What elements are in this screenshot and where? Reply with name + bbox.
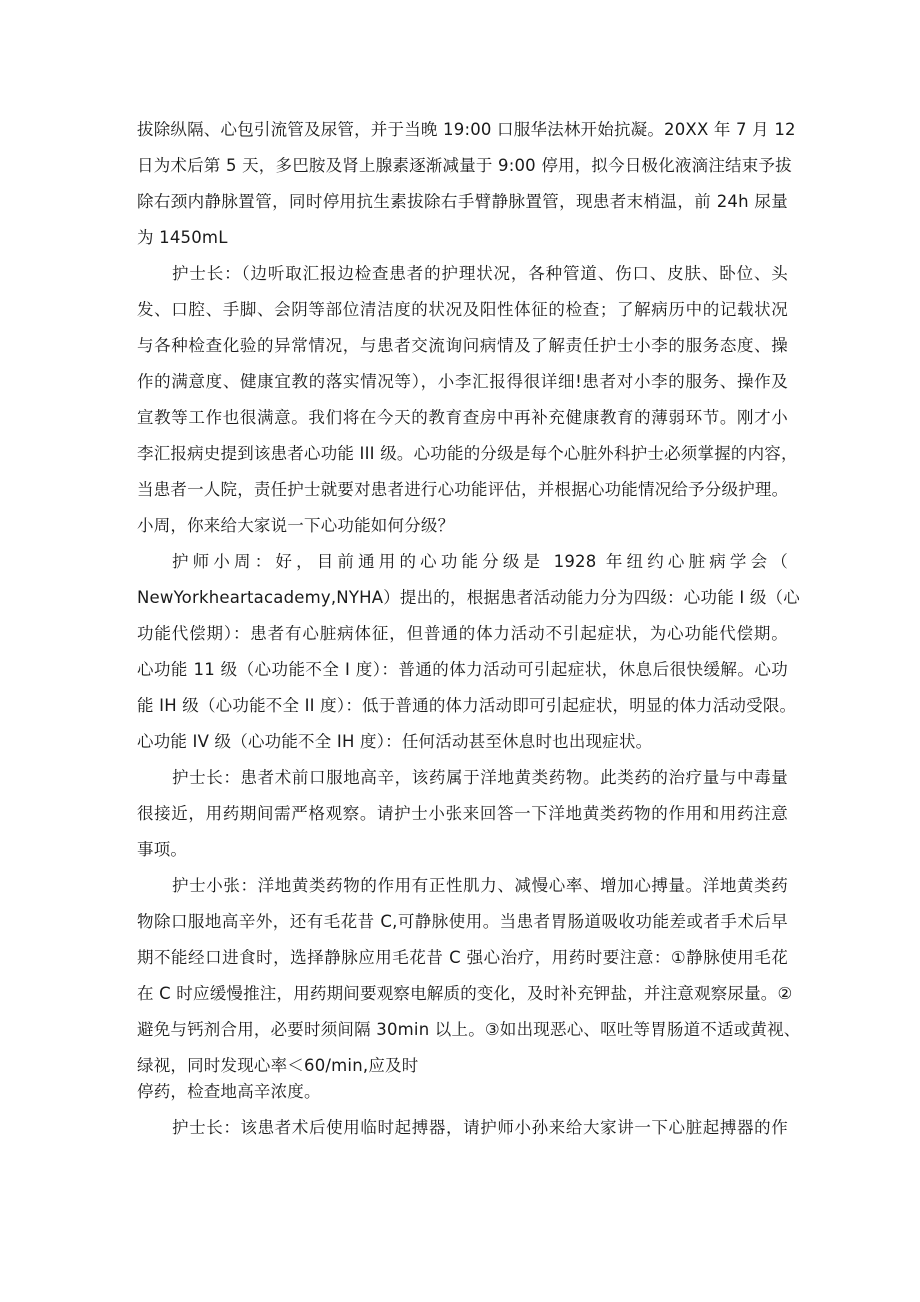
paragraph-line: 物除口服地高辛外，还有毛花昔 C,可静脉使用。当患者胃肠道吸收功能差或者手术后早 <box>137 912 788 931</box>
paragraph-line: 宣教等工作也很满意。我们将在今天的教育查房中再补充健康教育的薄弱环节。刚才小 <box>137 408 788 427</box>
paragraph-line: 日为术后第 5 天，多巴胺及肾上腺素逐渐减量于 9:00 停用，拟今日极化液滴注结束予拔 <box>137 156 792 175</box>
paragraph-line: 护士长：（边听取汇报边检查患者的护理状况，各种管道、伤口、皮肤、卧位、头 <box>172 264 788 283</box>
paragraph-line: 心功能 11 级（心功能不全 I 度）：普通的体力活动可引起症状，休息后很快缓解。心功 <box>137 660 788 679</box>
paragraph-line: 停药，检查地高辛浓度。 <box>137 1082 321 1101</box>
paragraph-line: 拔除纵隔、心包引流管及尿管，并于当晚 19:00 口服华法林开始抗凝。20XX 年 7 月 12 <box>137 120 796 139</box>
paragraph-line: NewYorkheartacademy,NYHA）提出的，根据患者活动能力分为四级：心功能 I 级（心 <box>137 588 800 607</box>
paragraph-line: 发、口腔、手脚、会阴等部位清洁度的状况及阳性体征的检查；了解病历中的记载状况 <box>137 300 788 319</box>
paragraph-line: 避免与钙剂合用，必要时须间隔 30min 以上。③如出现恶心、呕吐等胃肠道不适或黄视、 <box>137 1020 801 1039</box>
paragraph-line: 护师小周：好，目前通用的心功能分级是 1928 年纽约心脏病学会（ <box>172 552 788 571</box>
paragraph-line: 与各种检查化验的异常情况，与患者交流询问病情及了解责任护士小李的服务态度、操 <box>137 336 788 355</box>
paragraph-line: 护士长：患者术前口服地高辛，该药属于洋地黄类药物。此类药的治疗量与中毒量 <box>172 768 788 787</box>
paragraph-line: 期不能经口进食时，选择静脉应用毛花昔 C 强心治疗，用药时要注意：①静脉使用毛花 <box>137 948 788 967</box>
paragraph-line: 小周，你来给大家说一下心功能如何分级？ <box>137 516 455 535</box>
paragraph-line: 李汇报病史提到该患者心功能 III 级。心功能的分级是每个心脏外科护士必须掌握的内容， <box>137 444 798 463</box>
paragraph-line: 绿视，同时发现心率＜60/min,应及时 <box>137 1056 419 1075</box>
paragraph-line: 功能代偿期）：患者有心脏病体征，但普通的体力活动不引起症状，为心功能代偿期。 <box>137 624 788 643</box>
paragraph-line: 为 1450mL <box>137 228 228 247</box>
paragraph-line: 除右颈内静脉置管，同时停用抗生素拔除右手臂静脉置管，现患者末梢温，前 24h 尿量 <box>137 192 788 211</box>
paragraph-line: 护士小张：洋地黄类药物的作用有正性肌力、减慢心率、增加心搏量。洋地黄类药 <box>172 876 788 895</box>
paragraph-line: 心功能 IV 级（心功能不全 IH 度）：任何活动甚至休息时也出现症状。 <box>137 732 653 751</box>
paragraph-line: 能 IH 级（心功能不全 II 度）：低于普通的体力活动即可引起症状，明显的体力活动受限。 <box>137 696 797 715</box>
paragraph-line: 很接近，用药期间需严格观察。请护士小张来回答一下洋地黄类药物的作用和用药注意 <box>137 804 788 823</box>
paragraph-line: 事项。 <box>137 840 188 859</box>
paragraph-line: 护士长：该患者术后使用临时起搏器，请护师小孙来给大家讲一下心脏起搏器的作 <box>172 1118 788 1137</box>
paragraph-line: 作的满意度、健康宜教的落实情况等），小李汇报得很详细!患者对小李的服务、操作及 <box>137 372 788 391</box>
paragraph-line: 在 C 时应缓慢推注，用药期间要观察电解质的变化，及时补充钾盐，并注意观察尿量。② <box>137 984 793 1003</box>
paragraph-line: 当患者一人院，责任护士就要对患者进行心功能评估，并根据心功能情况给予分级护理。 <box>137 480 789 499</box>
